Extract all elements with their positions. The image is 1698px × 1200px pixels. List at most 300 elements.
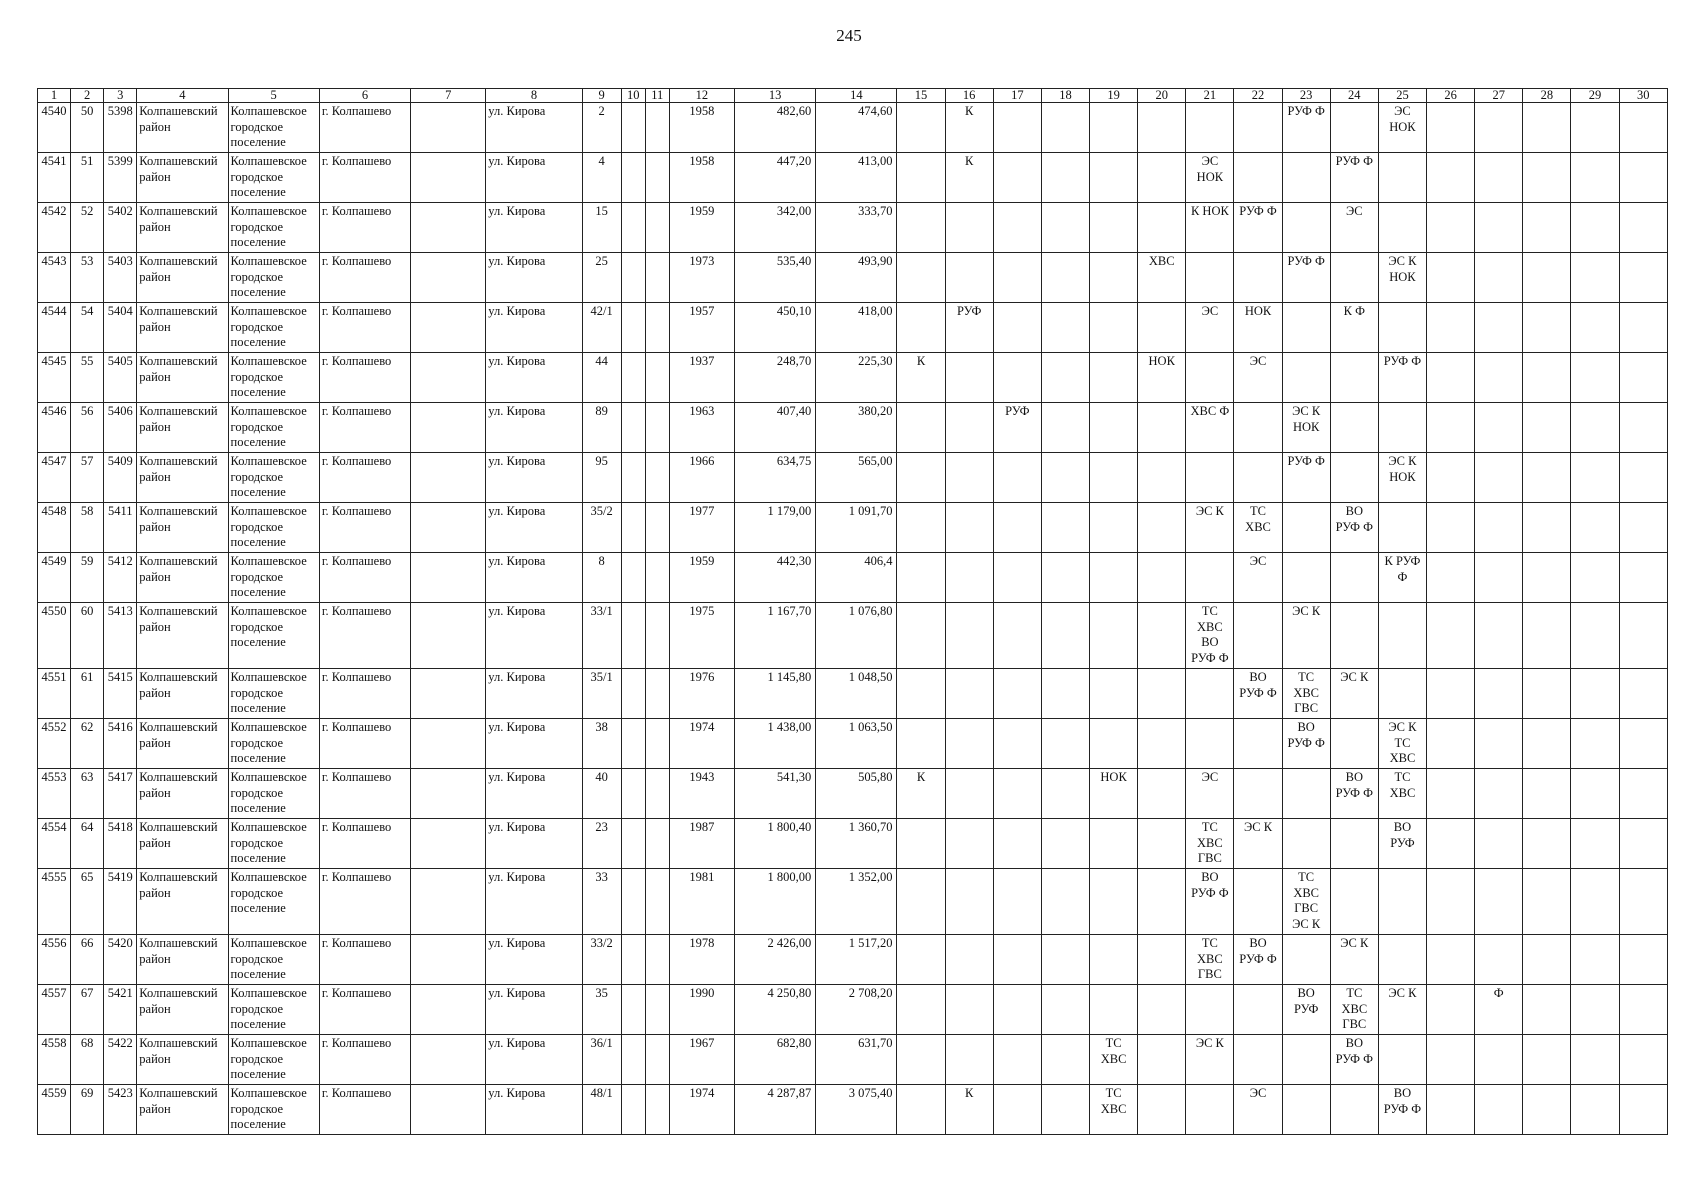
- table-row: [38, 935, 1668, 985]
- cell-col-1: 4553: [38, 769, 71, 819]
- cell-col-4: Колпашевский район: [137, 253, 228, 303]
- cell-col-6: г. Колпашево: [319, 669, 410, 719]
- cell-col-13: 248,70: [735, 353, 816, 403]
- cell-col-9: 48/1: [582, 1085, 621, 1135]
- cell-col-19: [1090, 153, 1138, 203]
- cell-col-7: [411, 103, 486, 153]
- cell-col-1: 4554: [38, 819, 71, 869]
- cell-col-3: 5412: [104, 553, 137, 603]
- cell-col-17: [993, 603, 1041, 669]
- column-header-7: 7: [411, 89, 486, 103]
- table-row: [38, 103, 1668, 153]
- cell-col-5: Колпашевское городское поселение: [228, 403, 319, 453]
- cell-col-17: [993, 719, 1041, 769]
- cell-col-27: [1475, 869, 1523, 935]
- column-header-15: 15: [897, 89, 945, 103]
- cell-col-24: [1330, 603, 1378, 669]
- register-table: [37, 88, 1668, 1135]
- cell-col-12: 1977: [669, 503, 734, 553]
- cell-col-17: [993, 935, 1041, 985]
- cell-col-1: 4546: [38, 403, 71, 453]
- cell-col-22: РУФ Ф: [1234, 203, 1282, 253]
- cell-col-21: [1186, 553, 1234, 603]
- cell-col-6: г. Колпашево: [319, 869, 410, 935]
- cell-col-15: [897, 819, 945, 869]
- cell-col-11: [645, 103, 669, 153]
- cell-col-28: [1523, 403, 1571, 453]
- cell-col-22: ВО РУФ Ф: [1234, 935, 1282, 985]
- cell-col-6: г. Колпашево: [319, 553, 410, 603]
- cell-col-25: ТС ХВС: [1378, 769, 1426, 819]
- cell-col-26: [1427, 603, 1475, 669]
- table-row: [38, 253, 1668, 303]
- cell-col-13: 342,00: [735, 203, 816, 253]
- cell-col-8: ул. Кирова: [486, 353, 582, 403]
- cell-col-23: ЭС К: [1282, 603, 1330, 669]
- cell-col-16: [945, 353, 993, 403]
- cell-col-8: ул. Кирова: [486, 819, 582, 869]
- cell-col-19: [1090, 303, 1138, 353]
- cell-col-1: 4542: [38, 203, 71, 253]
- cell-col-13: 447,20: [735, 153, 816, 203]
- cell-col-20: [1138, 769, 1186, 819]
- cell-col-20: [1138, 1035, 1186, 1085]
- cell-col-26: [1427, 503, 1475, 553]
- cell-col-5: Колпашевское городское поселение: [228, 869, 319, 935]
- cell-col-6: г. Колпашево: [319, 985, 410, 1035]
- cell-col-28: [1523, 935, 1571, 985]
- cell-col-15: [897, 1085, 945, 1135]
- cell-col-29: [1571, 553, 1619, 603]
- cell-col-25: [1378, 203, 1426, 253]
- cell-col-28: [1523, 103, 1571, 153]
- cell-col-28: [1523, 153, 1571, 203]
- cell-col-1: 4559: [38, 1085, 71, 1135]
- cell-col-20: [1138, 403, 1186, 453]
- cell-col-20: [1138, 603, 1186, 669]
- cell-col-16: [945, 669, 993, 719]
- cell-col-14: 406,4: [816, 553, 897, 603]
- cell-col-6: г. Колпашево: [319, 1085, 410, 1135]
- cell-col-2: 60: [71, 603, 104, 669]
- cell-col-5: Колпашевское городское поселение: [228, 935, 319, 985]
- cell-col-21: ВО РУФ Ф: [1186, 869, 1234, 935]
- cell-col-26: [1427, 303, 1475, 353]
- cell-col-20: [1138, 719, 1186, 769]
- column-header-30: 30: [1619, 89, 1667, 103]
- cell-col-20: [1138, 935, 1186, 985]
- cell-col-12: 1978: [669, 935, 734, 985]
- cell-col-27: [1475, 719, 1523, 769]
- cell-col-7: [411, 453, 486, 503]
- cell-col-28: [1523, 203, 1571, 253]
- cell-col-12: 1958: [669, 103, 734, 153]
- cell-col-1: 4556: [38, 935, 71, 985]
- table-row: [38, 1035, 1668, 1085]
- cell-col-14: 380,20: [816, 403, 897, 453]
- cell-col-18: [1041, 669, 1089, 719]
- cell-col-25: [1378, 503, 1426, 553]
- cell-col-14: 1 048,50: [816, 669, 897, 719]
- cell-col-25: ВО РУФ Ф: [1378, 1085, 1426, 1135]
- cell-col-29: [1571, 153, 1619, 203]
- cell-col-29: [1571, 669, 1619, 719]
- cell-col-1: 4547: [38, 453, 71, 503]
- cell-col-18: [1041, 603, 1089, 669]
- cell-col-16: [945, 203, 993, 253]
- cell-col-26: [1427, 985, 1475, 1035]
- column-header-5: 5: [228, 89, 319, 103]
- cell-col-2: 56: [71, 403, 104, 453]
- cell-col-22: ВО РУФ Ф: [1234, 669, 1282, 719]
- cell-col-7: [411, 869, 486, 935]
- cell-col-26: [1427, 819, 1475, 869]
- cell-col-7: [411, 553, 486, 603]
- table-row: [38, 769, 1668, 819]
- cell-col-3: 5419: [104, 869, 137, 935]
- cell-col-12: 1987: [669, 819, 734, 869]
- cell-col-16: [945, 1035, 993, 1085]
- cell-col-27: [1475, 769, 1523, 819]
- cell-col-25: [1378, 669, 1426, 719]
- cell-col-23: [1282, 203, 1330, 253]
- cell-col-27: [1475, 553, 1523, 603]
- table-row: [38, 819, 1668, 869]
- cell-col-27: [1475, 603, 1523, 669]
- cell-col-9: 33/2: [582, 935, 621, 985]
- cell-col-23: [1282, 1035, 1330, 1085]
- cell-col-30: [1619, 153, 1667, 203]
- cell-col-16: [945, 985, 993, 1035]
- cell-col-18: [1041, 203, 1089, 253]
- cell-col-7: [411, 303, 486, 353]
- cell-col-11: [645, 303, 669, 353]
- cell-col-28: [1523, 603, 1571, 669]
- cell-col-21: ЭС К: [1186, 1035, 1234, 1085]
- cell-col-1: 4544: [38, 303, 71, 353]
- cell-col-9: 33: [582, 869, 621, 935]
- cell-col-4: Колпашевский район: [137, 503, 228, 553]
- cell-col-2: 55: [71, 353, 104, 403]
- cell-col-9: 44: [582, 353, 621, 403]
- cell-col-8: ул. Кирова: [486, 553, 582, 603]
- cell-col-14: 1 360,70: [816, 819, 897, 869]
- cell-col-11: [645, 1085, 669, 1135]
- cell-col-18: [1041, 769, 1089, 819]
- cell-col-2: 63: [71, 769, 104, 819]
- cell-col-8: ул. Кирова: [486, 1035, 582, 1085]
- cell-col-13: 4 250,80: [735, 985, 816, 1035]
- cell-col-12: 1990: [669, 985, 734, 1035]
- cell-col-18: [1041, 103, 1089, 153]
- cell-col-20: [1138, 985, 1186, 1035]
- cell-col-23: [1282, 769, 1330, 819]
- cell-col-19: [1090, 103, 1138, 153]
- cell-col-15: [897, 503, 945, 553]
- cell-col-12: 1958: [669, 153, 734, 203]
- cell-col-4: Колпашевский район: [137, 985, 228, 1035]
- cell-col-24: ЭС: [1330, 203, 1378, 253]
- cell-col-24: [1330, 103, 1378, 153]
- cell-col-4: Колпашевский район: [137, 353, 228, 403]
- table-row: [38, 603, 1668, 669]
- cell-col-28: [1523, 985, 1571, 1035]
- cell-col-3: 5422: [104, 1035, 137, 1085]
- cell-col-30: [1619, 769, 1667, 819]
- cell-col-23: [1282, 303, 1330, 353]
- column-header-22: 22: [1234, 89, 1282, 103]
- cell-col-24: ВО РУФ Ф: [1330, 769, 1378, 819]
- cell-col-19: [1090, 603, 1138, 669]
- cell-col-17: [993, 869, 1041, 935]
- cell-col-3: 5406: [104, 403, 137, 453]
- column-header-13: 13: [735, 89, 816, 103]
- cell-col-25: [1378, 603, 1426, 669]
- cell-col-2: 62: [71, 719, 104, 769]
- cell-col-6: г. Колпашево: [319, 819, 410, 869]
- cell-col-21: [1186, 669, 1234, 719]
- cell-col-25: К РУФ Ф: [1378, 553, 1426, 603]
- cell-col-28: [1523, 1035, 1571, 1085]
- cell-col-15: К: [897, 769, 945, 819]
- cell-col-13: 407,40: [735, 403, 816, 453]
- cell-col-12: 1959: [669, 203, 734, 253]
- cell-col-16: [945, 935, 993, 985]
- cell-col-1: 4543: [38, 253, 71, 303]
- column-header-9: 9: [582, 89, 621, 103]
- cell-col-30: [1619, 719, 1667, 769]
- cell-col-14: 1 076,80: [816, 603, 897, 669]
- table-row: [38, 869, 1668, 935]
- cell-col-14: 1 517,20: [816, 935, 897, 985]
- cell-col-16: [945, 403, 993, 453]
- cell-col-22: ЭС К: [1234, 819, 1282, 869]
- cell-col-21: [1186, 103, 1234, 153]
- cell-col-17: [993, 1035, 1041, 1085]
- cell-col-22: [1234, 403, 1282, 453]
- cell-col-9: 8: [582, 553, 621, 603]
- cell-col-12: 1974: [669, 719, 734, 769]
- table-row: [38, 203, 1668, 253]
- cell-col-13: 1 800,40: [735, 819, 816, 869]
- cell-col-5: Колпашевское городское поселение: [228, 669, 319, 719]
- cell-col-6: г. Колпашево: [319, 603, 410, 669]
- cell-col-14: 474,60: [816, 103, 897, 153]
- cell-col-21: ТС ХВС ВО РУФ Ф: [1186, 603, 1234, 669]
- cell-col-17: [993, 103, 1041, 153]
- cell-col-20: [1138, 203, 1186, 253]
- column-header-23: 23: [1282, 89, 1330, 103]
- cell-col-2: 69: [71, 1085, 104, 1135]
- cell-col-2: 66: [71, 935, 104, 985]
- cell-col-5: Колпашевское городское поселение: [228, 303, 319, 353]
- cell-col-5: Колпашевское городское поселение: [228, 153, 319, 203]
- cell-col-7: [411, 403, 486, 453]
- cell-col-22: ЭС: [1234, 353, 1282, 403]
- cell-col-19: [1090, 719, 1138, 769]
- column-header-14: 14: [816, 89, 897, 103]
- cell-col-7: [411, 153, 486, 203]
- cell-col-3: 5402: [104, 203, 137, 253]
- cell-col-20: [1138, 453, 1186, 503]
- cell-col-21: ЭС: [1186, 769, 1234, 819]
- cell-col-1: 4551: [38, 669, 71, 719]
- cell-col-18: [1041, 1085, 1089, 1135]
- cell-col-11: [645, 253, 669, 303]
- cell-col-8: ул. Кирова: [486, 1085, 582, 1135]
- cell-col-10: [621, 985, 645, 1035]
- cell-col-11: [645, 985, 669, 1035]
- cell-col-8: ул. Кирова: [486, 153, 582, 203]
- cell-col-9: 40: [582, 769, 621, 819]
- cell-col-16: К: [945, 1085, 993, 1135]
- column-header-2: 2: [71, 89, 104, 103]
- cell-col-9: 95: [582, 453, 621, 503]
- cell-col-29: [1571, 353, 1619, 403]
- cell-col-11: [645, 603, 669, 669]
- cell-col-29: [1571, 985, 1619, 1035]
- cell-col-25: [1378, 1035, 1426, 1085]
- cell-col-18: [1041, 935, 1089, 985]
- cell-col-11: [645, 935, 669, 985]
- cell-col-26: [1427, 553, 1475, 603]
- cell-col-27: [1475, 669, 1523, 719]
- cell-col-11: [645, 669, 669, 719]
- cell-col-4: Колпашевский район: [137, 103, 228, 153]
- cell-col-15: [897, 403, 945, 453]
- cell-col-21: [1186, 353, 1234, 403]
- cell-col-13: 4 287,87: [735, 1085, 816, 1135]
- cell-col-13: 2 426,00: [735, 935, 816, 985]
- cell-col-7: [411, 719, 486, 769]
- cell-col-27: [1475, 935, 1523, 985]
- cell-col-12: 1976: [669, 669, 734, 719]
- cell-col-29: [1571, 103, 1619, 153]
- cell-col-14: 413,00: [816, 153, 897, 203]
- cell-col-11: [645, 869, 669, 935]
- cell-col-10: [621, 303, 645, 353]
- cell-col-22: ЭС: [1234, 1085, 1282, 1135]
- cell-col-12: 1973: [669, 253, 734, 303]
- cell-col-10: [621, 253, 645, 303]
- cell-col-1: 4557: [38, 985, 71, 1035]
- cell-col-26: [1427, 253, 1475, 303]
- cell-col-14: 1 352,00: [816, 869, 897, 935]
- cell-col-5: Колпашевское городское поселение: [228, 553, 319, 603]
- cell-col-25: ВО РУФ: [1378, 819, 1426, 869]
- cell-col-5: Колпашевское городское поселение: [228, 453, 319, 503]
- cell-col-15: [897, 869, 945, 935]
- cell-col-17: [993, 503, 1041, 553]
- cell-col-20: [1138, 153, 1186, 203]
- cell-col-21: [1186, 453, 1234, 503]
- cell-col-3: 5417: [104, 769, 137, 819]
- column-header-18: 18: [1041, 89, 1089, 103]
- cell-col-7: [411, 253, 486, 303]
- cell-col-1: 4552: [38, 719, 71, 769]
- cell-col-3: 5398: [104, 103, 137, 153]
- cell-col-10: [621, 935, 645, 985]
- cell-col-28: [1523, 553, 1571, 603]
- cell-col-7: [411, 769, 486, 819]
- cell-col-18: [1041, 819, 1089, 869]
- cell-col-18: [1041, 403, 1089, 453]
- cell-col-8: ул. Кирова: [486, 403, 582, 453]
- cell-col-1: 4558: [38, 1035, 71, 1085]
- cell-col-10: [621, 1035, 645, 1085]
- cell-col-4: Колпашевский район: [137, 1035, 228, 1085]
- cell-col-30: [1619, 935, 1667, 985]
- cell-col-15: [897, 603, 945, 669]
- cell-col-3: 5403: [104, 253, 137, 303]
- cell-col-7: [411, 1035, 486, 1085]
- cell-col-17: [993, 769, 1041, 819]
- cell-col-9: 33/1: [582, 603, 621, 669]
- cell-col-24: [1330, 253, 1378, 303]
- cell-col-15: [897, 153, 945, 203]
- column-header-21: 21: [1186, 89, 1234, 103]
- cell-col-17: [993, 553, 1041, 603]
- cell-col-24: ВО РУФ Ф: [1330, 1035, 1378, 1085]
- cell-col-16: [945, 253, 993, 303]
- cell-col-29: [1571, 253, 1619, 303]
- cell-col-23: ТС ХВС ГВС ЭС К: [1282, 869, 1330, 935]
- column-header-3: 3: [104, 89, 137, 103]
- cell-col-18: [1041, 869, 1089, 935]
- cell-col-24: [1330, 1085, 1378, 1135]
- cell-col-3: 5421: [104, 985, 137, 1035]
- cell-col-17: [993, 303, 1041, 353]
- cell-col-5: Колпашевское городское поселение: [228, 769, 319, 819]
- cell-col-3: 5416: [104, 719, 137, 769]
- cell-col-5: Колпашевское городское поселение: [228, 985, 319, 1035]
- cell-col-16: [945, 819, 993, 869]
- cell-col-27: [1475, 353, 1523, 403]
- cell-col-10: [621, 669, 645, 719]
- cell-col-1: 4541: [38, 153, 71, 203]
- cell-col-18: [1041, 253, 1089, 303]
- cell-col-1: 4540: [38, 103, 71, 153]
- table-row: [38, 553, 1668, 603]
- cell-col-7: [411, 819, 486, 869]
- cell-col-28: [1523, 819, 1571, 869]
- cell-col-5: Колпашевское городское поселение: [228, 819, 319, 869]
- cell-col-19: [1090, 985, 1138, 1035]
- cell-col-10: [621, 503, 645, 553]
- cell-col-19: [1090, 553, 1138, 603]
- cell-col-8: ул. Кирова: [486, 719, 582, 769]
- cell-col-10: [621, 769, 645, 819]
- cell-col-27: [1475, 303, 1523, 353]
- cell-col-4: Колпашевский район: [137, 769, 228, 819]
- cell-col-22: [1234, 719, 1282, 769]
- cell-col-29: [1571, 1085, 1619, 1135]
- cell-col-4: Колпашевский район: [137, 719, 228, 769]
- cell-col-23: [1282, 819, 1330, 869]
- cell-col-30: [1619, 1085, 1667, 1135]
- cell-col-10: [621, 153, 645, 203]
- cell-col-19: [1090, 669, 1138, 719]
- cell-col-3: 5423: [104, 1085, 137, 1135]
- cell-col-11: [645, 203, 669, 253]
- cell-col-9: 42/1: [582, 303, 621, 353]
- cell-col-9: 35/2: [582, 503, 621, 553]
- cell-col-5: Колпашевское городское поселение: [228, 203, 319, 253]
- cell-col-10: [621, 553, 645, 603]
- cell-col-20: [1138, 1085, 1186, 1135]
- cell-col-28: [1523, 669, 1571, 719]
- cell-col-16: [945, 603, 993, 669]
